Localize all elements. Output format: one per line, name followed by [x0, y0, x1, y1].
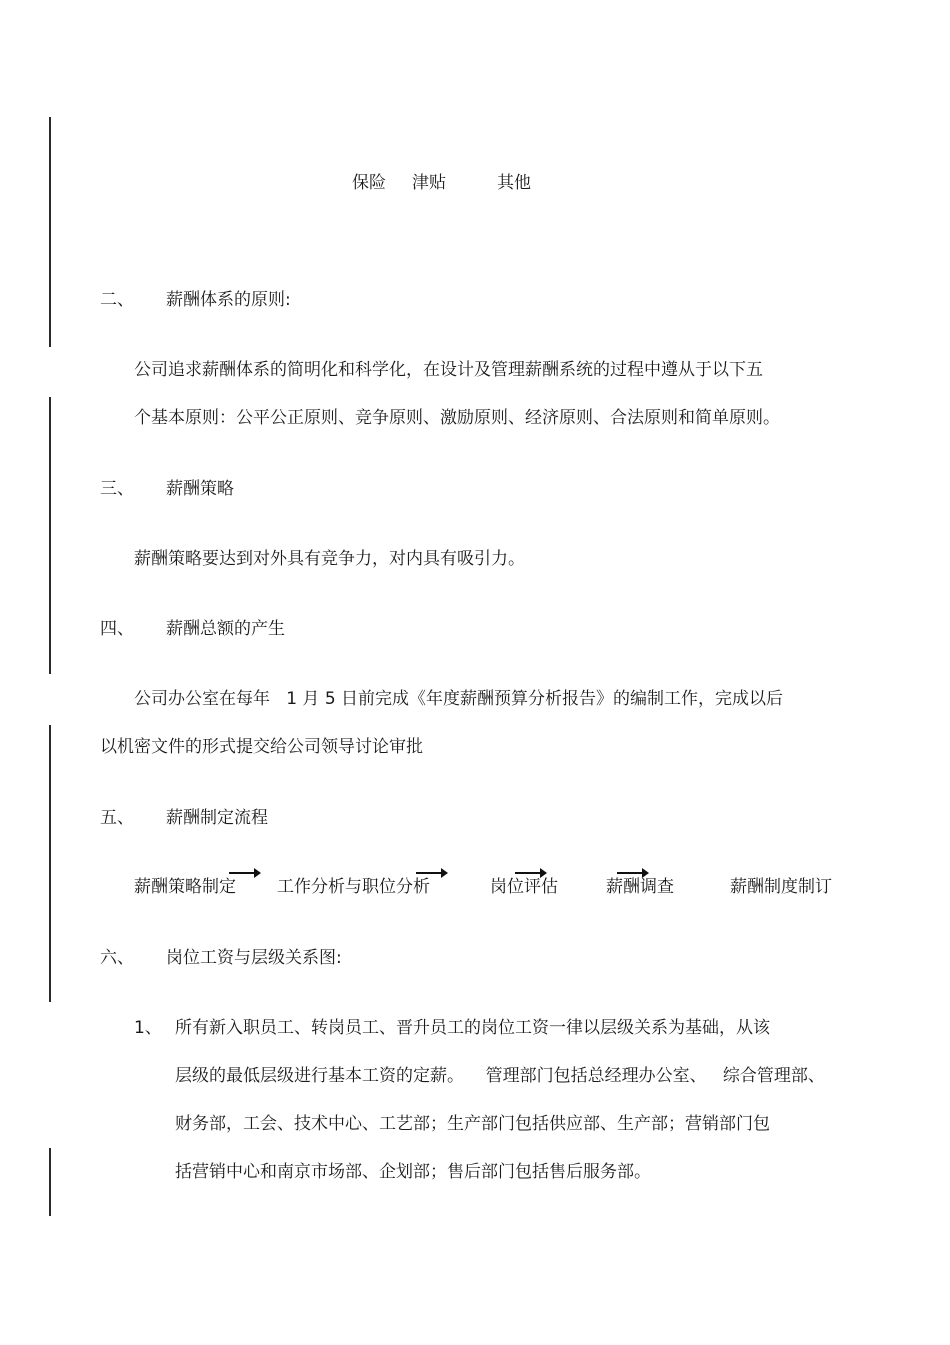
section-number: 二、 [100, 290, 134, 310]
section-title: 薪酬总额的产生 [166, 619, 285, 639]
paragraph-line: 层级的最低层级进行基本工资的定薪。 管理部门包括总经理办公室、 综合管理部、 [175, 1066, 825, 1086]
section-title: 岗位工资与层级关系图: [166, 948, 342, 968]
header-item-insurance: 保险 [352, 173, 386, 193]
flow-step: 工作分析与职位分析 [277, 877, 430, 897]
flow-step: 薪酬策略制定 [134, 877, 236, 897]
margin-rule [49, 397, 51, 674]
flow-step: 岗位评估 [490, 877, 558, 897]
flow-arrow-icon [617, 872, 643, 874]
section-number: 四、 [100, 619, 134, 639]
flow-arrow-icon [416, 872, 442, 874]
flow-step: 薪酬制度制订 [730, 877, 832, 897]
flow-arrow-icon [515, 872, 541, 874]
paragraph-line: 公司办公室在每年 1 月 5 日前完成《年度薪酬预算分析报告》的编制工作，完成以后 [134, 689, 784, 709]
section-number: 三、 [100, 479, 134, 499]
list-item-number: 1、 [134, 1018, 162, 1038]
header-item-other: 其他 [497, 173, 531, 193]
margin-rule [49, 1148, 51, 1216]
flow-step: 薪酬调查 [606, 877, 674, 897]
paragraph-line: 以机密文件的形式提交给公司领导讨论审批 [100, 737, 423, 757]
flow-arrow-icon [229, 872, 255, 874]
section-title: 薪酬制定流程 [166, 808, 268, 828]
paragraph-line: 公司追求薪酬体系的简明化和科学化，在设计及管理薪酬系统的过程中遵从于以下五 [134, 360, 763, 380]
paragraph-line: 财务部，工会、技术中心、工艺部；生产部门包括供应部、生产部；营销部门包 [175, 1114, 770, 1134]
margin-rule [49, 725, 51, 1002]
paragraph-line: 所有新入职员工、转岗员工、晋升员工的岗位工资一律以层级关系为基础，从该 [175, 1018, 770, 1038]
margin-rule [49, 117, 51, 347]
section-title: 薪酬策略 [166, 479, 234, 499]
paragraph-line: 薪酬策略要达到对外具有竞争力，对内具有吸引力。 [134, 549, 525, 569]
header-item-allowance: 津贴 [412, 173, 446, 193]
section-number: 五、 [100, 808, 134, 828]
section-number: 六、 [100, 948, 134, 968]
paragraph-line: 括营销中心和南京市场部、企划部；售后部门包括售后服务部。 [175, 1162, 651, 1182]
paragraph-line: 个基本原则：公平公正原则、竞争原则、激励原则、经济原则、合法原则和简单原则。 [134, 408, 780, 428]
section-title: 薪酬体系的原则: [166, 290, 291, 310]
